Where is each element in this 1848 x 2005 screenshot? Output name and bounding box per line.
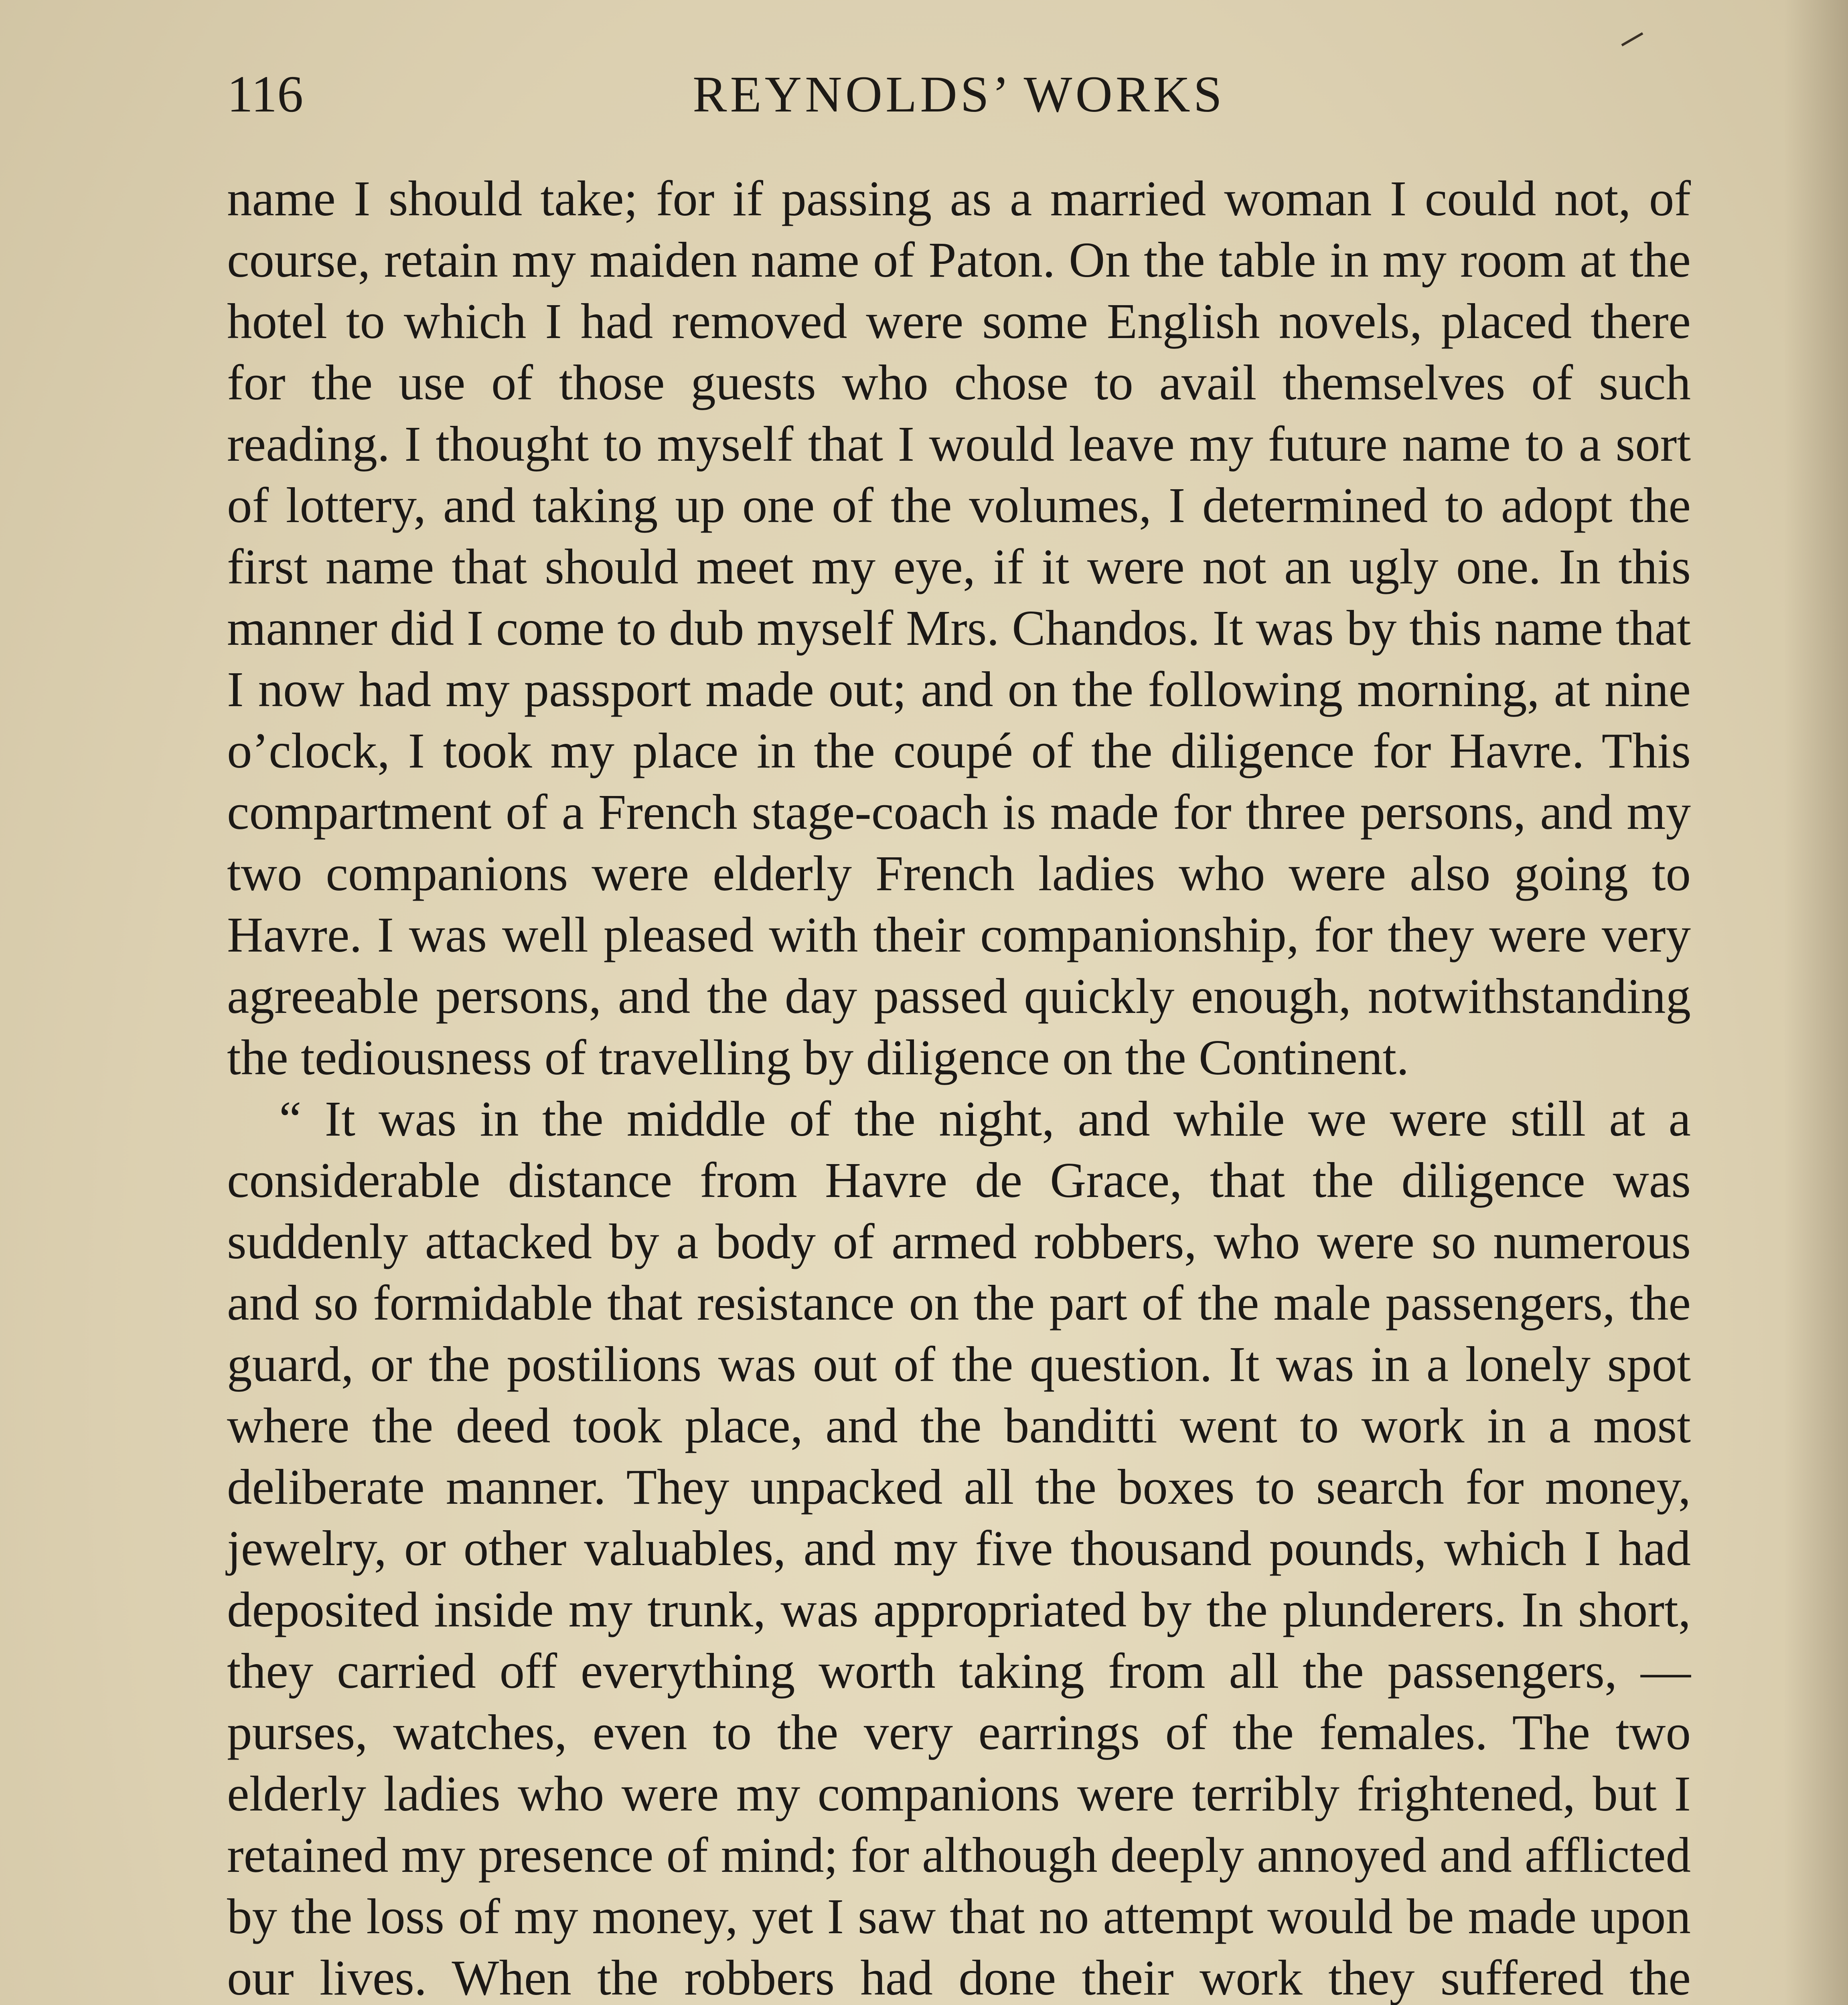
pencil-mark xyxy=(1621,32,1643,46)
page-number: 116 xyxy=(227,65,304,123)
page-edge-shadow xyxy=(1784,0,1848,2005)
body-text xyxy=(227,168,1691,2005)
running-head xyxy=(227,56,1691,132)
paragraph-continued: name I should take; for if passing as a married woman I could not, of course, retain my maiden name of Paton. On the table in my room at the hotel to which I had removed were some English novels, placed there for the use of those guests who chose to avail themselves of such reading. I thought to myself that I would leave my future name to a sort of lottery, and taking up one of the volumes, I determined to adopt the first name that should meet my eye, if it were not an ugly one. In this manner did I come to dub myself Mrs. Chandos. It was by this name that I now had my passport made out; and on the following morning, at nine o’clock, I took my place in the coupé of the diligence for Havre. This compartment of a French stage-coach is made for three persons, and my two companions were elderly French ladies who were also going to Havre. I was well pleased with their companionship, for they were very agreeable persons, and the day passed quickly enough, notwithstanding the tediousness of travelling by diligence on the Continent. xyxy=(227,171,1691,1086)
paragraph-quote: “ It was in the middle of the night, and while we were still at a considerable distance from Havre de Grace, that the diligence was suddenly attacked by a body of armed robbers, who were so numerous and so formidable that resistance on the part of the male passengers, the guard, or the postilions was out of the question. It was in a lonely spot where the deed took place, and the banditti went to work in a most deliberate manner. They unpacked all the boxes to search for money, jewelry, or other valuables, and my five thousand pounds, which I had deposited inside my trunk, was appropriated by the plunderers. In short, they carried off everything worth taking from all the passengers, — purses, watches, even to the very earrings of the females. The two elderly ladies who were my companions were terribly frightened, but I retained my presence of mind; for although deeply annoyed and afflicted by the loss of my money, yet I saw that no attempt would be made upon our lives. When the robbers had done their work they suffered the xyxy=(227,1092,1691,2005)
running-title: REYNOLDS’ WORKS xyxy=(693,66,1225,123)
